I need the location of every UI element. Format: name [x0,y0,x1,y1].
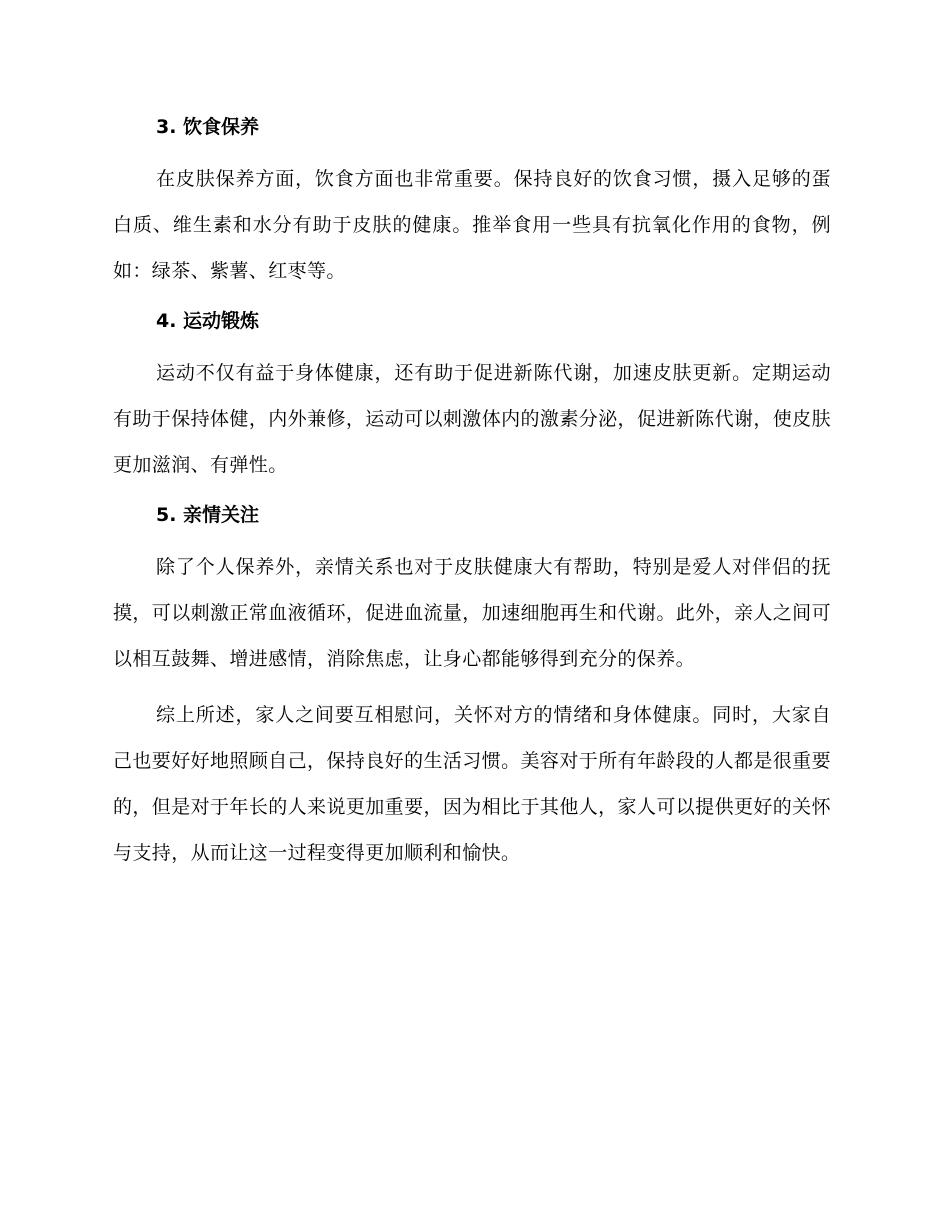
section-paragraph-family: 除了个人保养外，亲情关系也对于皮肤健康大有帮助，特别是爱人对伴侣的抚摸，可以刺激正常血液循环，促进血流量，加速细胞再生和代谢。此外，亲人之间可以相互鼓舞、增进感情，消除焦虑，让身心都能够得到充分的保养。 [113,556,831,670]
section-heading-exercise: 4. 运动锻炼 [156,310,260,332]
section-heading-family: 5. 亲情关注 [156,504,260,526]
section-heading-diet: 3. 饮食保养 [156,116,260,138]
document-page [113,110,831,876]
conclusion-paragraph: 综上所述，家人之间要互相慰问，关怀对方的情绪和身体健康。同时，大家自己也要好好地照顾自己，保持良好的生活习惯。美容对于所有年龄段的人都是很重要的，但是对于年长的人来说更加重要，因为相比于其他人，家人可以提供更好的关怀与支持，从而让这一过程变得更加顺利和愉快。 [113,704,831,864]
section-paragraph-diet: 在皮肤保养方面，饮食方面也非常重要。保持良好的饮食习惯，摄入足够的蛋白质、维生素和水分有助于皮肤的健康。推举食用一些具有抗氧化作用的食物，例如：绿茶、紫薯、红枣等。 [113,168,831,282]
section-paragraph-exercise: 运动不仅有益于身体健康，还有助于促进新陈代谢，加速皮肤更新。定期运动有助于保持体健，内外兼修，运动可以刺激体内的激素分泌，促进新陈代谢，使皮肤更加滋润、有弹性。 [113,362,831,476]
